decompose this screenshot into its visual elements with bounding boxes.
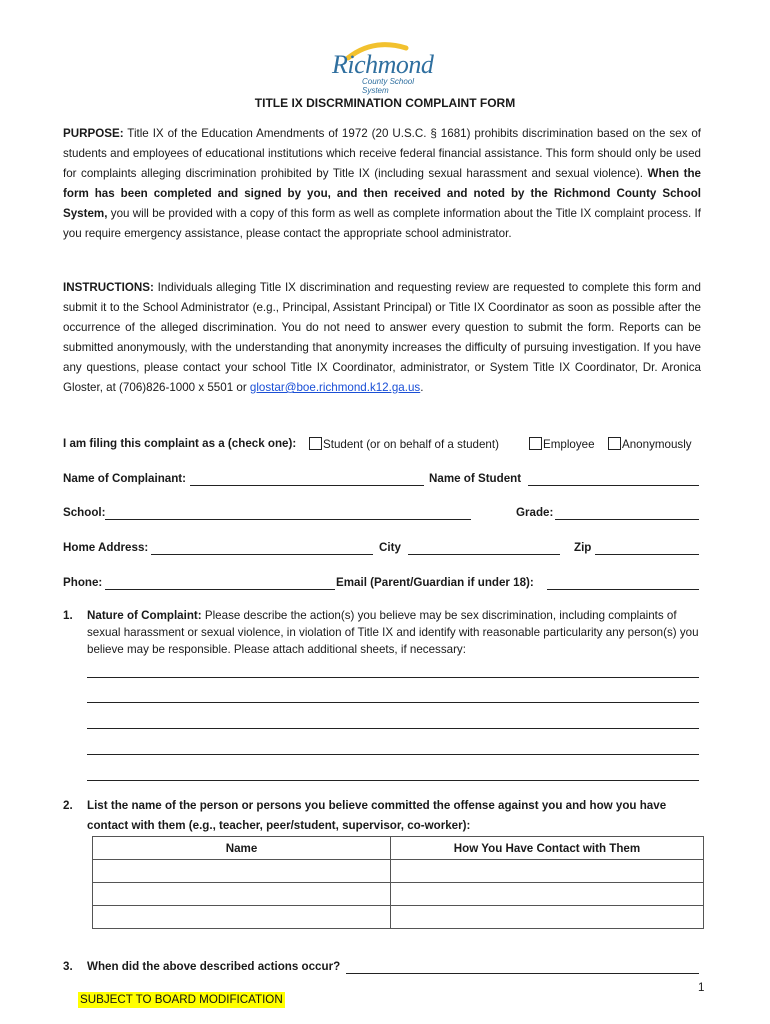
phone-label: Phone: bbox=[63, 576, 103, 589]
purpose-text-2: you will be provided with a copy of this form as well as complete information about the Title IX complaint process. If you require emergency assistance, please contact the appropriate school administrator. bbox=[63, 207, 701, 240]
student-name-input[interactable] bbox=[528, 472, 699, 486]
zip-input[interactable] bbox=[595, 541, 699, 555]
zip-label: Zip bbox=[574, 541, 592, 554]
school-label: School: bbox=[63, 506, 106, 519]
complainant-label: Name of Complainant: bbox=[63, 472, 187, 485]
city-input[interactable] bbox=[408, 541, 560, 555]
city-label: City bbox=[379, 541, 401, 554]
coordinator-email-link[interactable]: glostar@boe.richmond.k12.ga.us bbox=[249, 381, 421, 394]
question-1-label: Nature of Complaint: bbox=[87, 609, 202, 622]
instructions-label: INSTRUCTIONS: bbox=[63, 281, 154, 294]
home-address-label: Home Address: bbox=[63, 541, 149, 554]
question-1-number: 1. bbox=[63, 609, 73, 622]
purpose-label: PURPOSE: bbox=[63, 127, 124, 140]
filing-type-label: I am filing this complaint as a (check one): bbox=[63, 437, 297, 450]
complaint-line-4[interactable] bbox=[87, 754, 699, 755]
anonymous-option-label: Anonymously bbox=[622, 438, 692, 451]
question-3-text: When did the above described actions occur? bbox=[87, 960, 341, 973]
contact-column-header: How You Have Contact with Them bbox=[391, 837, 704, 860]
student-checkbox[interactable] bbox=[309, 437, 322, 450]
school-row bbox=[63, 506, 701, 524]
complainant-input[interactable] bbox=[190, 472, 424, 486]
complaint-line-2[interactable] bbox=[87, 702, 699, 703]
question-3-number: 3. bbox=[63, 960, 73, 973]
student-name-label: Name of Student bbox=[429, 472, 522, 485]
name-column-header: Name bbox=[93, 837, 391, 860]
employee-checkbox[interactable] bbox=[529, 437, 542, 450]
complaint-line-5[interactable] bbox=[87, 780, 699, 781]
table-cell[interactable] bbox=[391, 906, 704, 929]
purpose-bold-text: When the form has been completed and signed by you, and then received and noted by the Richmond County School System, bbox=[63, 167, 702, 220]
email-label: Email (Parent/Guardian if under 18): bbox=[336, 576, 534, 589]
table-row bbox=[93, 883, 704, 906]
respondent-table bbox=[92, 836, 704, 929]
question-3 bbox=[63, 960, 701, 978]
student-option-label: Student (or on behalf of a student) bbox=[323, 438, 499, 451]
school-input[interactable] bbox=[105, 506, 471, 520]
address-row bbox=[63, 541, 701, 559]
phone-row bbox=[63, 576, 701, 594]
district-logo bbox=[318, 40, 438, 95]
question-1 bbox=[63, 607, 701, 658]
complaint-line-1[interactable] bbox=[87, 677, 699, 678]
question-3-input[interactable] bbox=[346, 960, 699, 974]
logo-sub-text: County School System bbox=[362, 77, 415, 95]
complaint-line-3[interactable] bbox=[87, 728, 699, 729]
form-title: TITLE IX DISCRMINATION COMPLAINT FORM bbox=[254, 96, 516, 110]
employee-option-label: Employee bbox=[543, 438, 595, 451]
table-header-row bbox=[93, 837, 704, 860]
home-address-input[interactable] bbox=[151, 541, 373, 555]
instructions-end: . bbox=[420, 381, 424, 394]
instructions-text: Individuals alleging Title IX discrimination and requesting review are requested to complete this form and submit it to the School Administrator (e.g., Principal, Assistant Principal) or Title IX Coordinator as soon as possible after the occurrence of the alleged discrimination. You do not need to answer every question to submit the form. Reports can be submitted anonymously, with the understanding that anonymity increases the difficulty of pursuing investigation. If you have any questions, please contact your school Title IX Coordinator, administrator, or System Title IX Coordinator, Dr. Aronica Gloster, at (706)826-1000 x 5501 or bbox=[63, 281, 701, 394]
logo-main-text: Richmond bbox=[332, 50, 434, 79]
question-2-text: List the name of the person or persons you believe committed the offense against you and how you have contact with them (e.g., teacher, peer/student, supervisor, co-worker): bbox=[87, 799, 667, 832]
table-cell[interactable] bbox=[93, 906, 391, 929]
name-row bbox=[63, 472, 701, 490]
purpose-paragraph bbox=[63, 124, 701, 244]
anonymous-checkbox[interactable] bbox=[608, 437, 621, 450]
table-cell[interactable] bbox=[391, 860, 704, 883]
email-input[interactable] bbox=[547, 576, 699, 590]
instructions-paragraph bbox=[63, 278, 701, 398]
filing-type-row bbox=[63, 437, 701, 455]
phone-input[interactable] bbox=[105, 576, 335, 590]
grade-input[interactable] bbox=[555, 506, 699, 520]
table-cell[interactable] bbox=[93, 883, 391, 906]
purpose-text-1: Title IX of the Education Amendments of 1972 (20 U.S.C. § 1681) prohibits discrimination based on the sex of students and employees of educational institutions which receive federal financial assistance. This form should only be used for complaints alleging discrimination prohibited by Title IX (including sexual harassment and sexual violence). bbox=[63, 127, 701, 180]
board-modification-note: SUBJECT TO BOARD MODIFICATION bbox=[80, 993, 283, 1006]
table-row bbox=[93, 860, 704, 883]
question-2 bbox=[63, 796, 701, 836]
table-cell[interactable] bbox=[93, 860, 391, 883]
question-1-text: Please describe the action(s) you believe may be sex discrimination, including complaints of sexual harassment or sexual violence, in violation of Title IX and identify with reasonable particularity any person(s) you believe may be responsible. Please attach additional sheets, if necessary: bbox=[87, 609, 699, 656]
table-row bbox=[93, 906, 704, 929]
question-2-number: 2. bbox=[63, 799, 73, 812]
table-cell[interactable] bbox=[391, 883, 704, 906]
page-number: 1 bbox=[698, 981, 705, 994]
grade-label: Grade: bbox=[516, 506, 554, 519]
